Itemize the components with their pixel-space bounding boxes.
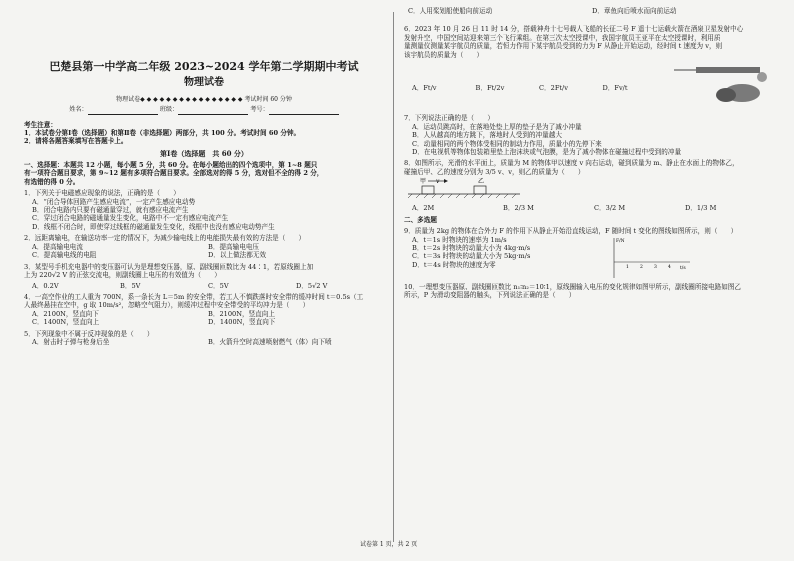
q6-options [404, 84, 666, 92]
q4-option-c: C．1400N，竖直向上 [32, 318, 100, 327]
q9-tick-2: 2 [640, 264, 643, 270]
q2-stem: 2．远距离输电，在输送功率一定的情况下，为减少输电线上的电能损失最有效的方法是（ ） [24, 234, 306, 243]
question-9 [404, 227, 776, 279]
q9-option-c: C．t＝3s 时物块的动量大小为 5kg·m/s [412, 252, 531, 261]
page-footer: 试卷第 1 页，共 2 页 [360, 541, 418, 548]
exam-title: 巴楚县第一中学高二年级 2023~2024 学年第二学期期中考试 [49, 60, 359, 73]
question-5 [24, 330, 384, 347]
name-blank [88, 106, 158, 115]
q5-option-a: A．射击时子弹与枪身后坐 [32, 338, 110, 347]
q4-stem-line-1: 4．一高空作业的工人重为 700N，系一条长为 L＝5m 的安全带，若工人不慎跌落时安全带的缓冲时间 t＝0.5s（工 [24, 292, 364, 301]
number-blank [269, 106, 339, 115]
q6-option-d: D．Fv/t [602, 83, 628, 92]
notice-item-1: 1．本试卷分第Ⅰ卷（选择题）和第Ⅱ卷（非选择题）两部分，共 100 分。考试时间 60 分钟。 [24, 129, 301, 138]
class-blank [178, 106, 248, 115]
q10-line-2: 所示，P 为滑动变阻器的触头，下列说法正确的是（ ） [404, 291, 576, 299]
question-4 [24, 293, 384, 327]
q1-option-d: D．线框不闭合时，即使穿过线框的磁通量发生变化，线框中也没有感应电动势产生 [32, 222, 275, 231]
block-yi [474, 186, 486, 194]
q4-option-a: A．2100N，竖直向下 [32, 309, 99, 318]
station-panel [696, 67, 760, 73]
q6-line-3: 量测量仪测量某宇航员的质量，若恒力作用下某宇航员受到的力为 F 从静止开始运动，经时间 t 速度为 v，则 [404, 42, 723, 51]
q5-options-cont [404, 7, 776, 15]
q6-option-a: A．Ft/v [412, 83, 437, 92]
question-7 [404, 114, 776, 156]
question-2 [24, 234, 384, 259]
q5-option-b: B．火箭升空时高速喷射燃气（体）向下喷 [208, 338, 332, 347]
q5-stem: 5．下列现象中不属于反冲现象的是（ ） [24, 329, 154, 338]
q8-label-v: v [436, 178, 440, 186]
q2-option-c: C．提高输电线的电阻 [32, 251, 97, 260]
q2-option-a: A．提高输电电流 [32, 242, 83, 251]
station-hub [757, 72, 767, 82]
student-id-row [24, 106, 384, 115]
class-label: 班级： [159, 105, 179, 113]
part1-intro [24, 161, 384, 186]
q9-option-a: A．t＝1s 时物块的速率为 1m/s [412, 235, 507, 244]
ground-hatch [408, 194, 516, 198]
question-8 [404, 159, 776, 212]
q9-x-label: t/s [680, 265, 686, 271]
q8-option-a: A．2M [412, 204, 435, 213]
q6-line-1: 6．2023 年 10 月 26 日 11 时 14 分，搭载神舟十七号载人飞船的长征二号 F 遥十七运载火箭在酒泉卫星发射中心 [404, 25, 744, 34]
q1-option-b: B．闭合电路内只要有磁通量穿过，就有感应电流产生 [32, 206, 189, 215]
q1-stem: 1．下列关于电磁感应现象的说法，正确的是（ ） [24, 189, 180, 198]
column-divider [393, 12, 394, 542]
left-column [24, 60, 384, 347]
q4-option-d: D．1400N，竖直向下 [208, 318, 276, 327]
q3-option-b: B．5V [120, 281, 141, 290]
q9-tick-3: 3 [654, 264, 657, 270]
q9-force-time-graph [604, 236, 694, 280]
notice-heading: 考生注意： [24, 120, 57, 129]
q3-option-c: C．5V [208, 281, 229, 290]
intro-line-1: 一、选择题：本题共 12 小题，每小题 5 分，共 60 分。在每小题给出的四个选项中，第 1~8 题只 [24, 160, 318, 169]
q8-line-2: 碰撞后甲、乙的速度分别为 3/5 v、v，则乙的质量为（ ） [404, 167, 585, 176]
part1-title: 第Ⅰ卷（选择题 共 60 分） [160, 148, 248, 158]
q1-option-c: C．穿过闭合电路的磁通量发生变化，电路中不一定有感应电流产生 [32, 214, 229, 223]
q10-line-1: 10．一理想变压器原、副线圈匝数比 n₁∶n₂＝10∶1，原线圈输入电压的变化规律如图甲所示，副线圈所接电路如图乙 [404, 282, 742, 291]
q9-tick-1: 1 [626, 264, 629, 270]
part2-title: 二、多选题 [404, 215, 437, 224]
q9-option-b: B．t＝2s 时物块的动量大小为 4kg·m/s [412, 244, 531, 252]
q8-option-b: B．2/3 M [503, 204, 534, 213]
notice-item-2: 2．请将各题答案填写在答题卡上。 [24, 137, 128, 146]
q5-option-c: C．人用桨划船使船向前运动 [408, 7, 493, 15]
question-6 [404, 25, 776, 111]
q9-y-label: F/N [616, 238, 625, 244]
q4-stem-line-2: 人最终悬挂在空中，g 取 10m/s²，忽略空气阻力），则缓冲过程中安全带受的平均冲力是（ ） [24, 301, 310, 310]
q9-tick-4: 4 [668, 264, 671, 270]
exam-subtitle: 物理试卷 [184, 77, 224, 89]
intro-line-3: 有选错的得 0 分。 [24, 177, 80, 186]
q1-option-a: A．“闭合导体回路产生感应电流”，一定产生感应电动势 [32, 197, 196, 206]
exam-info: 物理试卷◆ ◆ ◆ ◆ ◆ ◆ ◆ ◆ ◆ ◆ ◆ ◆ ◆ ◆ ◆ ◆ 考试时间 60 分钟 [116, 95, 292, 103]
q3-stem-line-2: 上为 220√2 V 的正弦交流电，则副线圈上电压的有效值为（ ） [24, 271, 221, 280]
q2-option-d: D．以上做法都无效 [208, 251, 267, 260]
q4-option-b: B．2100N，竖直向上 [208, 309, 275, 318]
notice-block [24, 121, 384, 146]
q9-stem: 9．质量为 2kg 的物体在合外力 F 的作用下从静止开始沿直线运动，F 随时间 t 变化的图线如图所示，则（ ） [404, 227, 738, 236]
q6-option-c: C．2Ft/v [539, 83, 569, 92]
question-10 [404, 283, 776, 300]
intro-line-2: 有一项符合题目要求，第 9~12 题有多项符合题目要求。全部选对的得 5 分，选对但不全的得 2 分， [24, 169, 324, 178]
q3-stem-line-1: 3．某型号手机充电器中的变压器可认为是理想变压器，原、副线圈匝数比为 44∶1，若原线圈上加 [24, 262, 314, 271]
q5-option-d: D．章鱼向后喷水而向前运动 [592, 7, 677, 15]
q8-label-yi: 乙 [478, 178, 485, 186]
q7-option-b: B．人从越高的地方跳下，落地时人受到的冲量越大 [412, 131, 562, 140]
q2-option-b: B．提高输电电压 [208, 242, 260, 251]
q6-line-4: 该宇航员的质量为（ ） [404, 50, 484, 59]
q8-label-jia: 甲 [420, 178, 427, 186]
q9-option-d: D．t＝4s 时物块的速度为零 [412, 260, 496, 269]
block-jia [422, 186, 434, 194]
question-3 [24, 263, 384, 290]
q6-line-2: 发射升空，中国空间站迎来第三个飞行乘组。在第三次太空授课中，我国宇航员王亚平在太空授课时，利用质 [404, 33, 721, 42]
q8-figure [404, 176, 524, 202]
q7-stem: 7．下列说法正确的是（ ） [404, 114, 494, 123]
astronaut-shape [716, 88, 736, 102]
q8-option-d: D．1/3 M [685, 204, 717, 213]
space-station-figure [666, 63, 776, 111]
q7-option-c: C．动量相同的两个物体受相同的制动力作用，质量小的先停下来 [412, 139, 602, 148]
q6-option-b: B．Ft/2v [475, 83, 505, 92]
q7-option-d: D．在电视机等物体包装箱里垫上泡沫块或气泡膜，是为了减小物体在碰撞过程中受到的冲量 [412, 147, 682, 156]
q3-option-a: A．0.2V [32, 281, 59, 290]
name-label: 姓名： [69, 105, 88, 113]
question-1 [24, 189, 384, 231]
q8-arrow-head [444, 179, 448, 183]
q8-option-c: C．3/2 M [594, 204, 626, 213]
right-column [404, 7, 776, 299]
q7-option-a: A．运动员跳高时，在落地处垫上厚的垫子是为了减小冲量 [412, 122, 582, 131]
number-label: 考号： [250, 105, 269, 113]
q3-option-d: D．5√2 V [296, 281, 328, 290]
q8-line-1: 8．如图所示，光滑的水平面上，质量为 M 的物体甲以速度 v 向右运动，碰到质量为 m、静止在水面上的物体乙， [404, 159, 739, 168]
